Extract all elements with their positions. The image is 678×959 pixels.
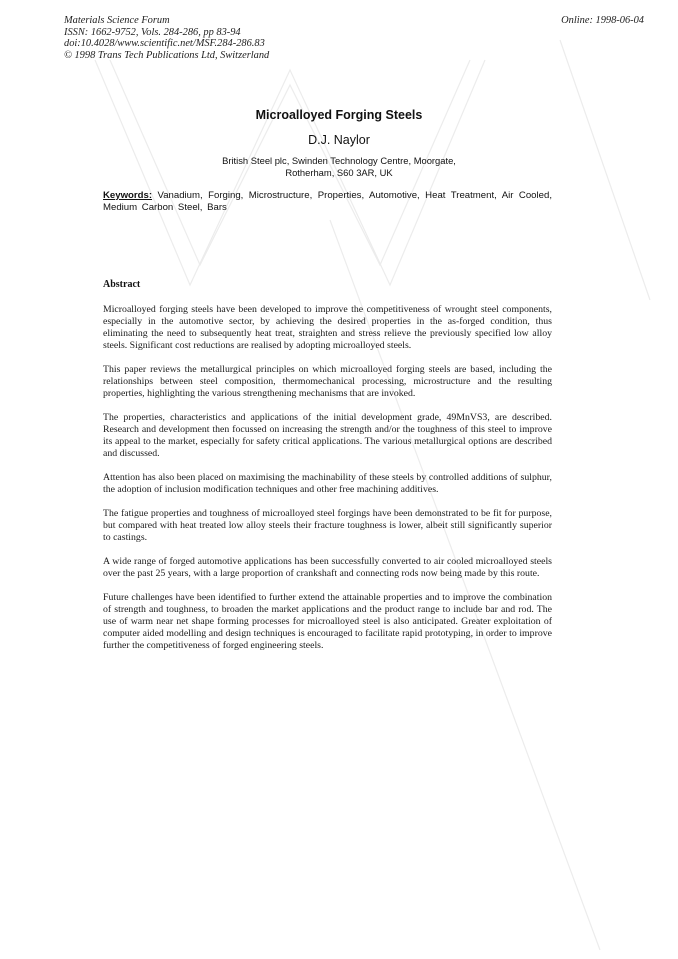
abstract-paragraph: Microalloyed forging steels have been developed to improve the competitiveness of wrought steel components, especially in the automotive sector, by achieving the desired properties in the as-forged condition, thus eliminating the need to subsequently heat treat, straighten and stress relieve the previously specified low alloy steels. Significant cost reductions are realised by adopting microalloyed steels.: [103, 304, 552, 351]
issn-line: ISSN: 1662-9752, Vols. 284-286, pp 83-94: [64, 26, 241, 38]
abstract-paragraph: Future challenges have been identified to further extend the attainable properties and to improve the combination of strength and toughness, to broaden the market applications and the product range to include bar and rod. The use of warm near net shape forming processes for microalloyed steel is also anticipated. Greater exploitation of computer aided modelling and design techniques is encouraged to facilitate rapid prototyping, in order to improve further the competitiveness of forged engineering steels.: [103, 592, 552, 651]
author-name: D.J. Naylor: [308, 133, 370, 147]
abstract-paragraph: This paper reviews the metallurgical principles on which microalloyed forging steels are based, including the relationships between steel composition, thermomechanical processing, microstructure and the resulting properties, highlighting the various strengthening mechanisms that are invoked.: [103, 364, 552, 399]
abstract-paragraph: Attention has also been placed on maximising the machinability of these steels by controlled additions of sulphur, the adoption of inclusion modification techniques and other free machining additives.: [103, 472, 552, 495]
keywords-label: Keywords:: [103, 190, 153, 201]
keywords-text: Vanadium, Forging, Microstructure, Properties, Automotive, Heat Treatment, Air Cooled, Medium Carbon Steel, Bars: [103, 190, 552, 213]
abstract-body: [103, 304, 552, 664]
abstract-paragraph: The fatigue properties and toughness of microalloyed steel forgings have been demonstrated to be fit for purpose, but compared with heat treated low alloy steels their fracture toughness is lower, albeit still significantly superior to castings.: [103, 508, 552, 543]
doi-link[interactable]: doi:10.4028/www.scientific.net/MSF.284-286.83: [64, 38, 265, 49]
affiliation: [0, 155, 678, 179]
keywords-block: [103, 190, 552, 214]
copyright-line: © 1998 Trans Tech Publications Ltd, Switzerland: [64, 49, 270, 61]
abstract-paragraph: A wide range of forged automotive applications has been successfully converted to air cooled microalloyed steels over the past 25 years, with a large proportion of crankshaft and connecting rods now being made by this route.: [103, 556, 552, 579]
affiliation-line-2: Rotherham, S60 3AR, UK: [285, 167, 393, 178]
abstract-heading: Abstract: [103, 279, 141, 290]
abstract-paragraph: The properties, characteristics and applications of the initial development grade, 49MnVS3, are described. Research and development then focussed on increasing the strength and/or the toughness of this steel to improve its appeal to the market, especially for safety critical applications. The various metallurgical options are described and discussed.: [103, 412, 552, 459]
citation-block: [64, 15, 269, 61]
paper-title: Microalloyed Forging Steels: [255, 108, 423, 122]
online-date: Online: 1998-06-04: [561, 15, 644, 26]
journal-name: Materials Science Forum: [64, 15, 170, 26]
affiliation-line-1: British Steel plc, Swinden Technology Centre, Moorgate,: [222, 155, 456, 166]
